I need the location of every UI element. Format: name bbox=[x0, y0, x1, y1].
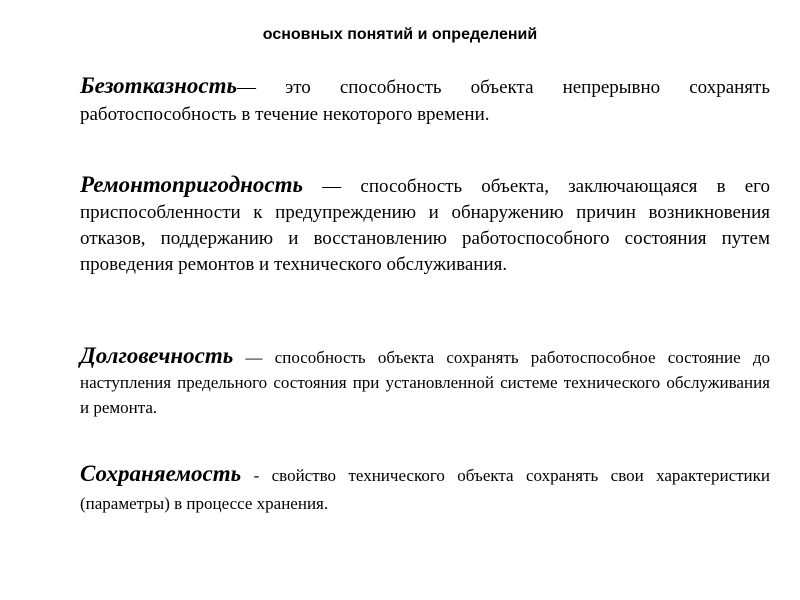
definition-storability bbox=[80, 460, 770, 518]
slide-title: основных понятий и определений bbox=[262, 26, 538, 43]
definition-maintainability-text: — способность объекта, заключающаяся в его приспособленности к предупреждению и обнаружению причин возникновения отказов, поддержанию и восстановлению работоспособного состояния путем проведения ремонтов и технического обслуживания. bbox=[80, 176, 770, 275]
definition-reliability bbox=[80, 72, 770, 128]
definition-storability-text: - свойство технического объекта сохранять свои характеристики (параметры) в процессе хранения. bbox=[80, 466, 770, 513]
definition-maintainability bbox=[80, 172, 770, 278]
definition-durability-text: — способность объекта сохранять работоспособное состояние до наступления предельного состояния при установленной системе технического обслуживания и ремонта. bbox=[80, 348, 770, 417]
term-reliability: Безотказность bbox=[80, 73, 238, 98]
term-maintainability: Ремонтопригодность bbox=[80, 172, 304, 197]
term-storability: Сохраняемость bbox=[80, 461, 242, 486]
term-durability: Долговечность bbox=[80, 343, 234, 368]
definition-durability bbox=[80, 343, 770, 420]
definition-reliability-text: — это способность объекта непрерывно сохранять работоспособность в течение некоторого времени. bbox=[80, 77, 770, 125]
